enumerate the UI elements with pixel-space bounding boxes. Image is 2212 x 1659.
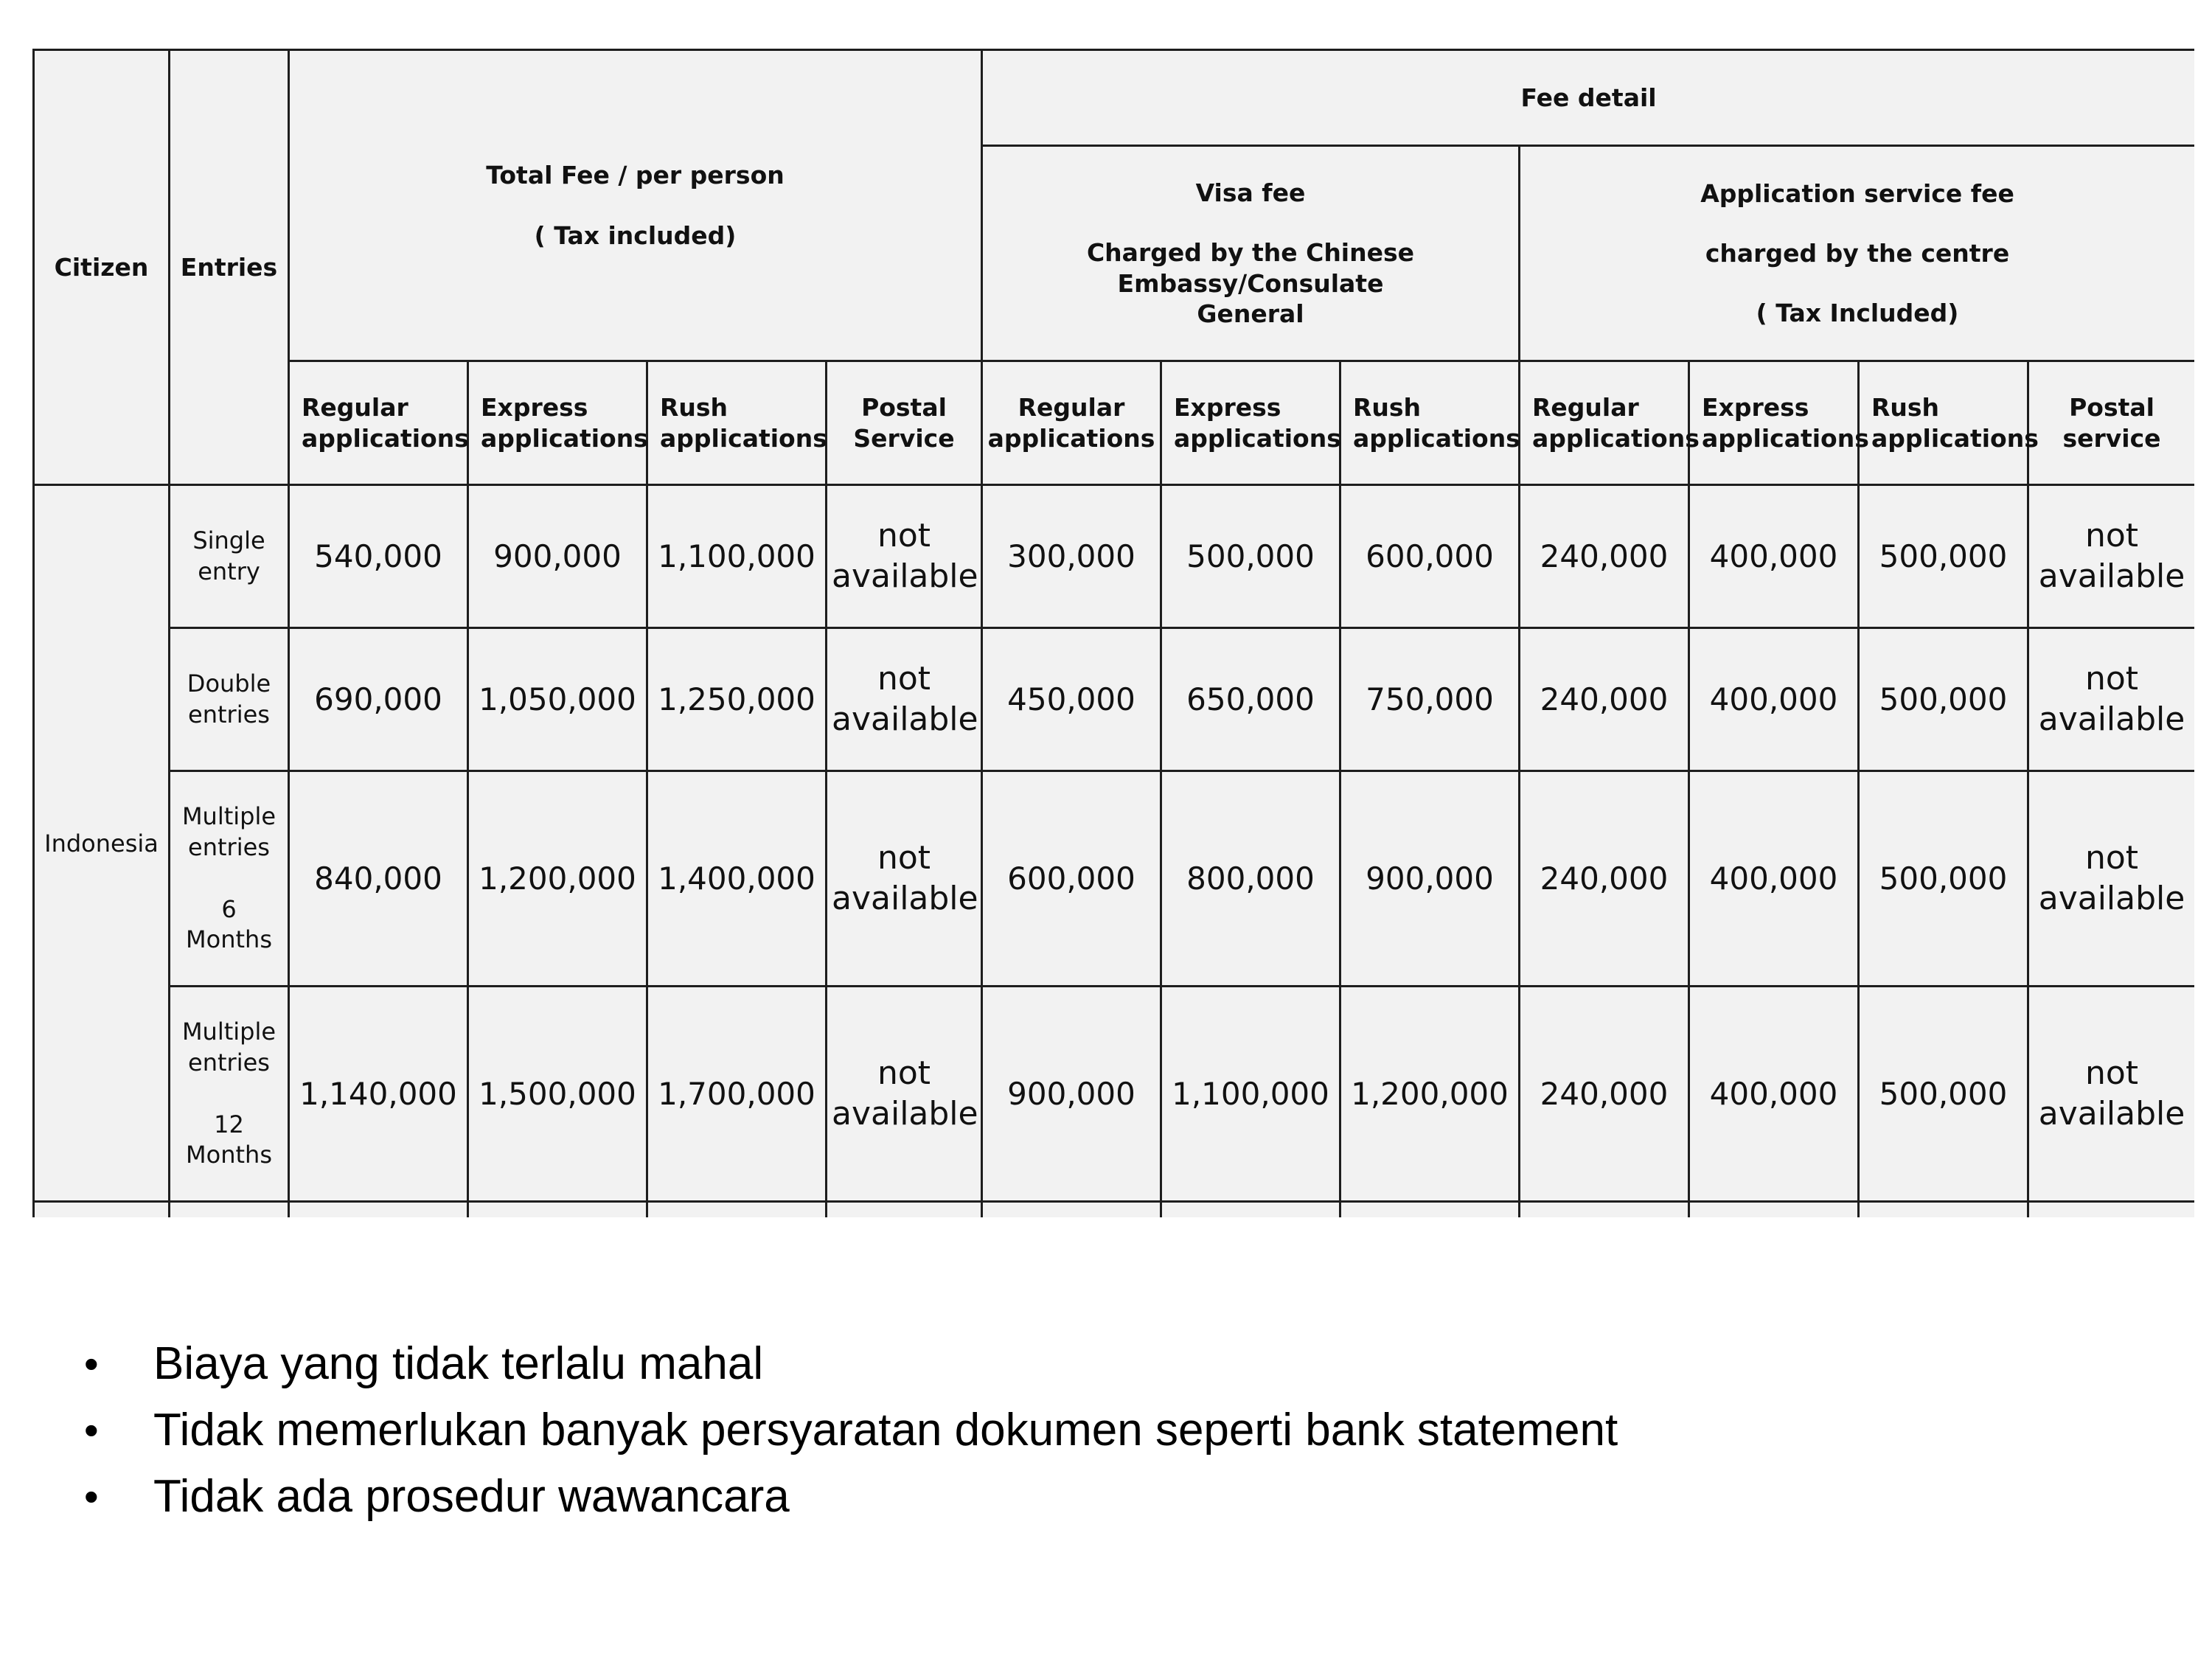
table-cell: 500,000: [1859, 628, 2028, 771]
bullet-list: [74, 1331, 1618, 1530]
subheader-visa-rush: Rush applications: [1340, 361, 1520, 485]
table-cell: 900,000: [982, 987, 1161, 1202]
table-cell: 840,000: [289, 771, 468, 987]
list-item: • Biaya yang tidak terlalu mahal: [74, 1331, 1618, 1397]
header-service-fee-charged: charged by the centre: [1705, 238, 2010, 268]
visa-fee-table: [32, 49, 2194, 1217]
header-entries: Entries: [170, 50, 289, 485]
not-available-cell: not available: [827, 628, 982, 771]
header-service-fee-title: Application service fee: [1700, 178, 2014, 208]
table-cell: 1,250,000: [647, 628, 827, 771]
entry-cell: Multiple entries 6 Months: [170, 771, 289, 987]
subheader-service-rush: Rush applications: [1859, 361, 2028, 485]
bullet-icon: •: [84, 1340, 99, 1387]
header-total-fee-tax: ( Tax included): [534, 220, 737, 250]
table-cell: 240,000: [1520, 628, 1689, 771]
subheader-total-regular: Regular applications: [289, 361, 468, 485]
table-cell: 1,200,000: [1340, 987, 1520, 1202]
table-cell: 600,000: [1340, 485, 1520, 628]
bullet-icon: •: [84, 1407, 99, 1453]
empty-cell: [647, 1202, 827, 1218]
table-cell: 540,000: [289, 485, 468, 628]
empty-cell: [2028, 1202, 2195, 1218]
table-cell: 300,000: [982, 485, 1161, 628]
table-cell: 1,100,000: [647, 485, 827, 628]
not-available-cell: not available: [827, 485, 982, 628]
subheader-visa-regular: Regular applications: [982, 361, 1161, 485]
header-total-fee: [289, 50, 982, 361]
table-cell: 240,000: [1520, 771, 1689, 987]
empty-cell: [170, 1202, 289, 1218]
table-cell: 1,140,000: [289, 987, 468, 1202]
table-cell: 750,000: [1340, 628, 1520, 771]
not-available-cell: not available: [2028, 771, 2195, 987]
list-item: • Tidak memerlukan banyak persyaratan dokumen seperti bank statement: [74, 1397, 1618, 1464]
entry-cell: Double entries: [170, 628, 289, 771]
subheader-service-regular: Regular applications: [1520, 361, 1689, 485]
table-cell: 800,000: [1161, 771, 1340, 987]
bullet-icon: •: [84, 1473, 99, 1520]
table-cell: 900,000: [1340, 771, 1520, 987]
header-service-fee-tax: ( Tax Included): [1756, 299, 1959, 328]
header-visa-fee-title: Visa fee: [1195, 178, 1306, 207]
table-cell: 400,000: [1689, 987, 1859, 1202]
table-cell: 240,000: [1520, 485, 1689, 628]
not-available-cell: not available: [827, 987, 982, 1202]
table-row-cut-off: [34, 1202, 2195, 1218]
empty-cell: [468, 1202, 647, 1218]
header-visa-fee-charged: Charged by the Chinese Embassy/Consulate: [1086, 238, 1415, 298]
table-cell: 500,000: [1161, 485, 1340, 628]
table-row: [34, 628, 2195, 771]
empty-cell: [1340, 1202, 1520, 1218]
empty-cell: [827, 1202, 982, 1218]
table-cell: 900,000: [468, 485, 647, 628]
empty-cell: [982, 1202, 1161, 1218]
list-item: • Tidak ada prosedur wawancara: [74, 1464, 1618, 1530]
table-cell: 1,700,000: [647, 987, 827, 1202]
table-cell: 500,000: [1859, 771, 2028, 987]
table-cell: 400,000: [1689, 771, 1859, 987]
subheader-total-postal: Postal Service: [827, 361, 982, 485]
subheader-service-postal: Postal service: [2028, 361, 2195, 485]
header-visa-fee-general: General: [1197, 299, 1304, 328]
subheader-service-express: Express applications: [1689, 361, 1859, 485]
table-cell: 1,400,000: [647, 771, 827, 987]
header-total-fee-title: Total Fee / per person: [486, 161, 785, 190]
table-cell: 450,000: [982, 628, 1161, 771]
empty-cell: [1520, 1202, 1689, 1218]
not-available-cell: not available: [2028, 987, 2195, 1202]
empty-cell: [1689, 1202, 1859, 1218]
table-cell: 500,000: [1859, 987, 2028, 1202]
header-service-fee: [1520, 146, 2195, 361]
table-cell: 1,050,000: [468, 628, 647, 771]
entry-cell: Single entry: [170, 485, 289, 628]
table-row: [34, 987, 2195, 1202]
not-available-cell: not available: [2028, 628, 2195, 771]
citizen-cell: Indonesia: [34, 485, 170, 1202]
table-cell: 500,000: [1859, 485, 2028, 628]
table-cell: 400,000: [1689, 628, 1859, 771]
header-fee-detail: Fee detail: [982, 50, 2195, 146]
table-cell: 650,000: [1161, 628, 1340, 771]
table-cell: 400,000: [1689, 485, 1859, 628]
subheader-total-rush: Rush applications: [647, 361, 827, 485]
subheader-total-express: Express applications: [468, 361, 647, 485]
empty-cell: [289, 1202, 468, 1218]
empty-cell: [1161, 1202, 1340, 1218]
table-row: [34, 485, 2195, 628]
header-visa-fee: [982, 146, 1520, 361]
fee-table-container: [32, 49, 2194, 1217]
entry-cell: Multiple entries 12 Months: [170, 987, 289, 1202]
table-cell: 600,000: [982, 771, 1161, 987]
table-cell: 690,000: [289, 628, 468, 771]
table-cell: 1,500,000: [468, 987, 647, 1202]
header-citizen: Citizen: [34, 50, 170, 485]
empty-cell: [34, 1202, 170, 1218]
not-available-cell: not available: [2028, 485, 2195, 628]
subheader-visa-express: Express applications: [1161, 361, 1340, 485]
table-cell: 1,100,000: [1161, 987, 1340, 1202]
table-cell: 1,200,000: [468, 771, 647, 987]
empty-cell: [1859, 1202, 2028, 1218]
table-row: [34, 771, 2195, 987]
not-available-cell: not available: [827, 771, 982, 987]
table-cell: 240,000: [1520, 987, 1689, 1202]
